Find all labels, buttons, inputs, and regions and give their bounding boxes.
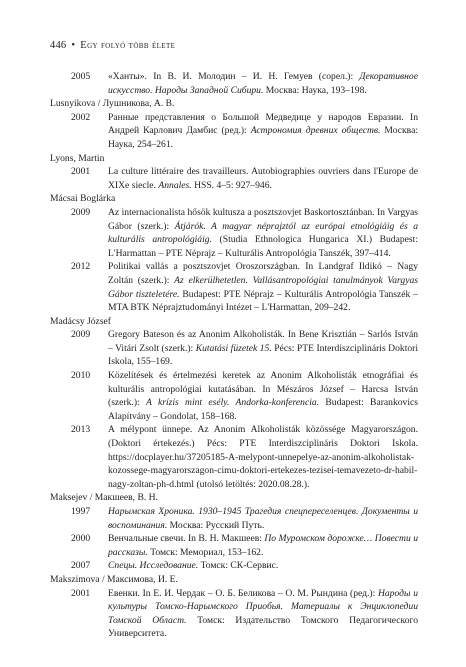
page-number: 446 (50, 40, 67, 51)
author-name: Makszimova / Максимова, И. Е. (50, 573, 178, 585)
entry-text-segment: La culture littéraire des travailleurs. Autobiographies ouvriers dans l'Europe de XIXe siecle. (108, 166, 418, 191)
author-name: Mácsai Boglárka (50, 193, 116, 205)
entry-text-segment: Ранные представления о Большой Медведице у народов Евразии. In Андрей Карлович Дамбис (ред.): (108, 111, 418, 137)
entry-text (108, 260, 418, 314)
entry-year: 2002 (71, 111, 91, 123)
entry-text-segment: Közelítések és értelmezési keretek az Anonim Alkoholisták etnográfiai és kulturális antropológiai kutatásában. In Mészáros József – Harcsa István (szerk.): (108, 370, 418, 409)
bibliography-list (50, 70, 418, 641)
bibliography-entry (50, 206, 418, 260)
entry-text-segment: Gregory Bateson és az Anonim Alkoholisták. In Bene Krisztián – Sarlós István – Vitári Zsolt (szerk.): (108, 329, 418, 354)
entry-title-italic: Annales. (158, 179, 192, 191)
author-name: Lyons, Martin (50, 152, 105, 164)
entry-title-italic: Народы и культуры Томско-Нарымского Приобья. Материалы к Энциклопедии Томской Област. (108, 587, 418, 626)
entry-text (108, 111, 418, 152)
entry-text-segment: Томск: Издательство Томского Педагогического Университета. (108, 614, 418, 640)
entry-text (108, 423, 418, 491)
entry-year: 2001 (71, 166, 91, 178)
running-header (50, 40, 175, 51)
entry-title-italic: По Муромском дорожке… Повести и рассказы. (108, 533, 419, 558)
entry-text-segment: A mélypont ünnepe. Az Anonim Alkoholisták közössége Magyarországon. (Doktori értekezés.) Pécs: PTE Interdiszciplináris Doktori Iskola. https://docplayer.hu/37205185-A-melypont-unnepelye-az-anonim-alkoholistak-kozossege-magyarorszagon-cimu-doktori-ertekezes-tezisei-temavezeto-dr-habil-nagy-zoltan-ph-d.html (utolsó letöltés: 2020.08.28.). (108, 424, 418, 490)
author-name: Lusnyikova / Лушникова, А. В. (50, 98, 175, 110)
entry-year: 2000 (71, 533, 91, 545)
entry-year: 2012 (71, 261, 91, 273)
entry-title-italic: Декоративное искусство. Народы Западной Сибири. (108, 71, 418, 96)
entry-text-segment: Москва: Наука, 193–198. (263, 84, 367, 96)
header-separator: • (71, 40, 76, 51)
entry-text-segment: «Ханты». In В. И. Молодин – И. Н. Гемуев (сорел.): (108, 71, 360, 82)
entry-title-italic: Átjárók. A magyar néprajztól az európai etnológiáig és a kulturális antropológiáig. (108, 220, 419, 246)
bibliography-entry (50, 111, 418, 152)
entry-text-segment: Евенки. In Е. И. Чердак – О. Б. Беликова – О. М. Рындина (ред.): (108, 587, 378, 599)
entry-text-segment: (Studia Ethnologica Hungarica XI.) Budapest: L'Harmattan – PTE Néprajz – Kulturális Antropológia Tanszék, 397–414. (108, 234, 418, 259)
entry-text-segment: HSS. 4–5: 927–946. (191, 179, 272, 191)
entry-text-segment: Budapest: Barankovics Alapítvány – Gondolat, 158–168. (108, 397, 419, 422)
entry-title-italic: Астрономия древних обществ. (250, 125, 381, 137)
bibliography-entry (50, 260, 418, 314)
entry-text-segment: Томск: СК-Сервис. (198, 560, 279, 572)
bibliography-entry (50, 423, 418, 491)
bibliography-entry (50, 165, 418, 192)
entry-text-segment: Az internacionalista hősök kultusza a posztszovjet Baskortosztánban. In Vargyas Gábor (szerk.): (108, 206, 418, 232)
entry-text-segment: Венчальные свечи. In В. Н. Макшеев: (108, 533, 265, 545)
entry-title-italic: Спецы. Исследование. (108, 560, 199, 572)
bibliography-entry (50, 70, 418, 97)
entry-text (108, 532, 418, 559)
entry-year: 2009 (71, 329, 91, 341)
entry-text (108, 70, 418, 97)
entry-text (108, 165, 418, 192)
bibliography-entry (50, 505, 418, 532)
bibliography-entry (50, 328, 418, 369)
entry-year: 1997 (71, 506, 91, 517)
entry-title-italic: Az elkerülhetetlen. Vallásantropológiai tanulmányok Vargyas Gábor tiszteletére. (108, 274, 418, 300)
author-name: Maksejev / Макшеев, В. Н. (50, 492, 158, 504)
entry-year: 2005 (71, 71, 91, 82)
running-title: Egy folyó több élete (80, 40, 176, 51)
entry-title-italic: Нарымская Хроника. 1930–1945 Трагедия спецпереселенцев. Документы и воспоминания. (108, 506, 418, 531)
entry-year: 2010 (71, 370, 91, 382)
entry-title-italic: A krízis mint esély. Andorka-konferencia. (145, 397, 320, 409)
entry-year: 2013 (71, 424, 91, 436)
entry-text-segment: Москва: Наука, 254–261. (108, 125, 418, 150)
entry-text-segment: Томск: Мемориал, 153–162. (147, 546, 264, 558)
entry-title-italic: Kutatási füzetek 15. (195, 342, 272, 354)
entry-text (108, 369, 418, 423)
entry-text-segment: Pécs: PTE Interdiszciplináris Doktori Iskola, 155–169. (108, 342, 419, 368)
entry-year: 2007 (71, 560, 91, 572)
bibliography-entry (50, 532, 418, 559)
bibliography-entry (50, 587, 418, 641)
entry-text (108, 559, 418, 573)
entry-year: 2001 (71, 587, 91, 599)
entry-text (108, 587, 418, 641)
entry-text (108, 206, 418, 260)
entry-text-segment: Politikai vallás a posztszovjet Oroszországban. In Landgraf Ildikó – Nagy Zoltán (szerk.): (108, 261, 418, 286)
bibliography-entry (50, 559, 418, 573)
entry-year: 2009 (71, 206, 91, 218)
entry-text-segment: Москва: Русский Путь. (167, 519, 265, 531)
entry-text (108, 505, 418, 532)
entry-text (108, 328, 418, 369)
author-name: Madácsy József (50, 315, 112, 327)
entry-text-segment: Budapest: PTE Néprajz – Kulturális Antropológia Tanszék – MTA BTK Néprajztudományi Intézet – L'Harmattan, 209–242. (108, 288, 418, 314)
bibliography-entry (50, 369, 418, 423)
